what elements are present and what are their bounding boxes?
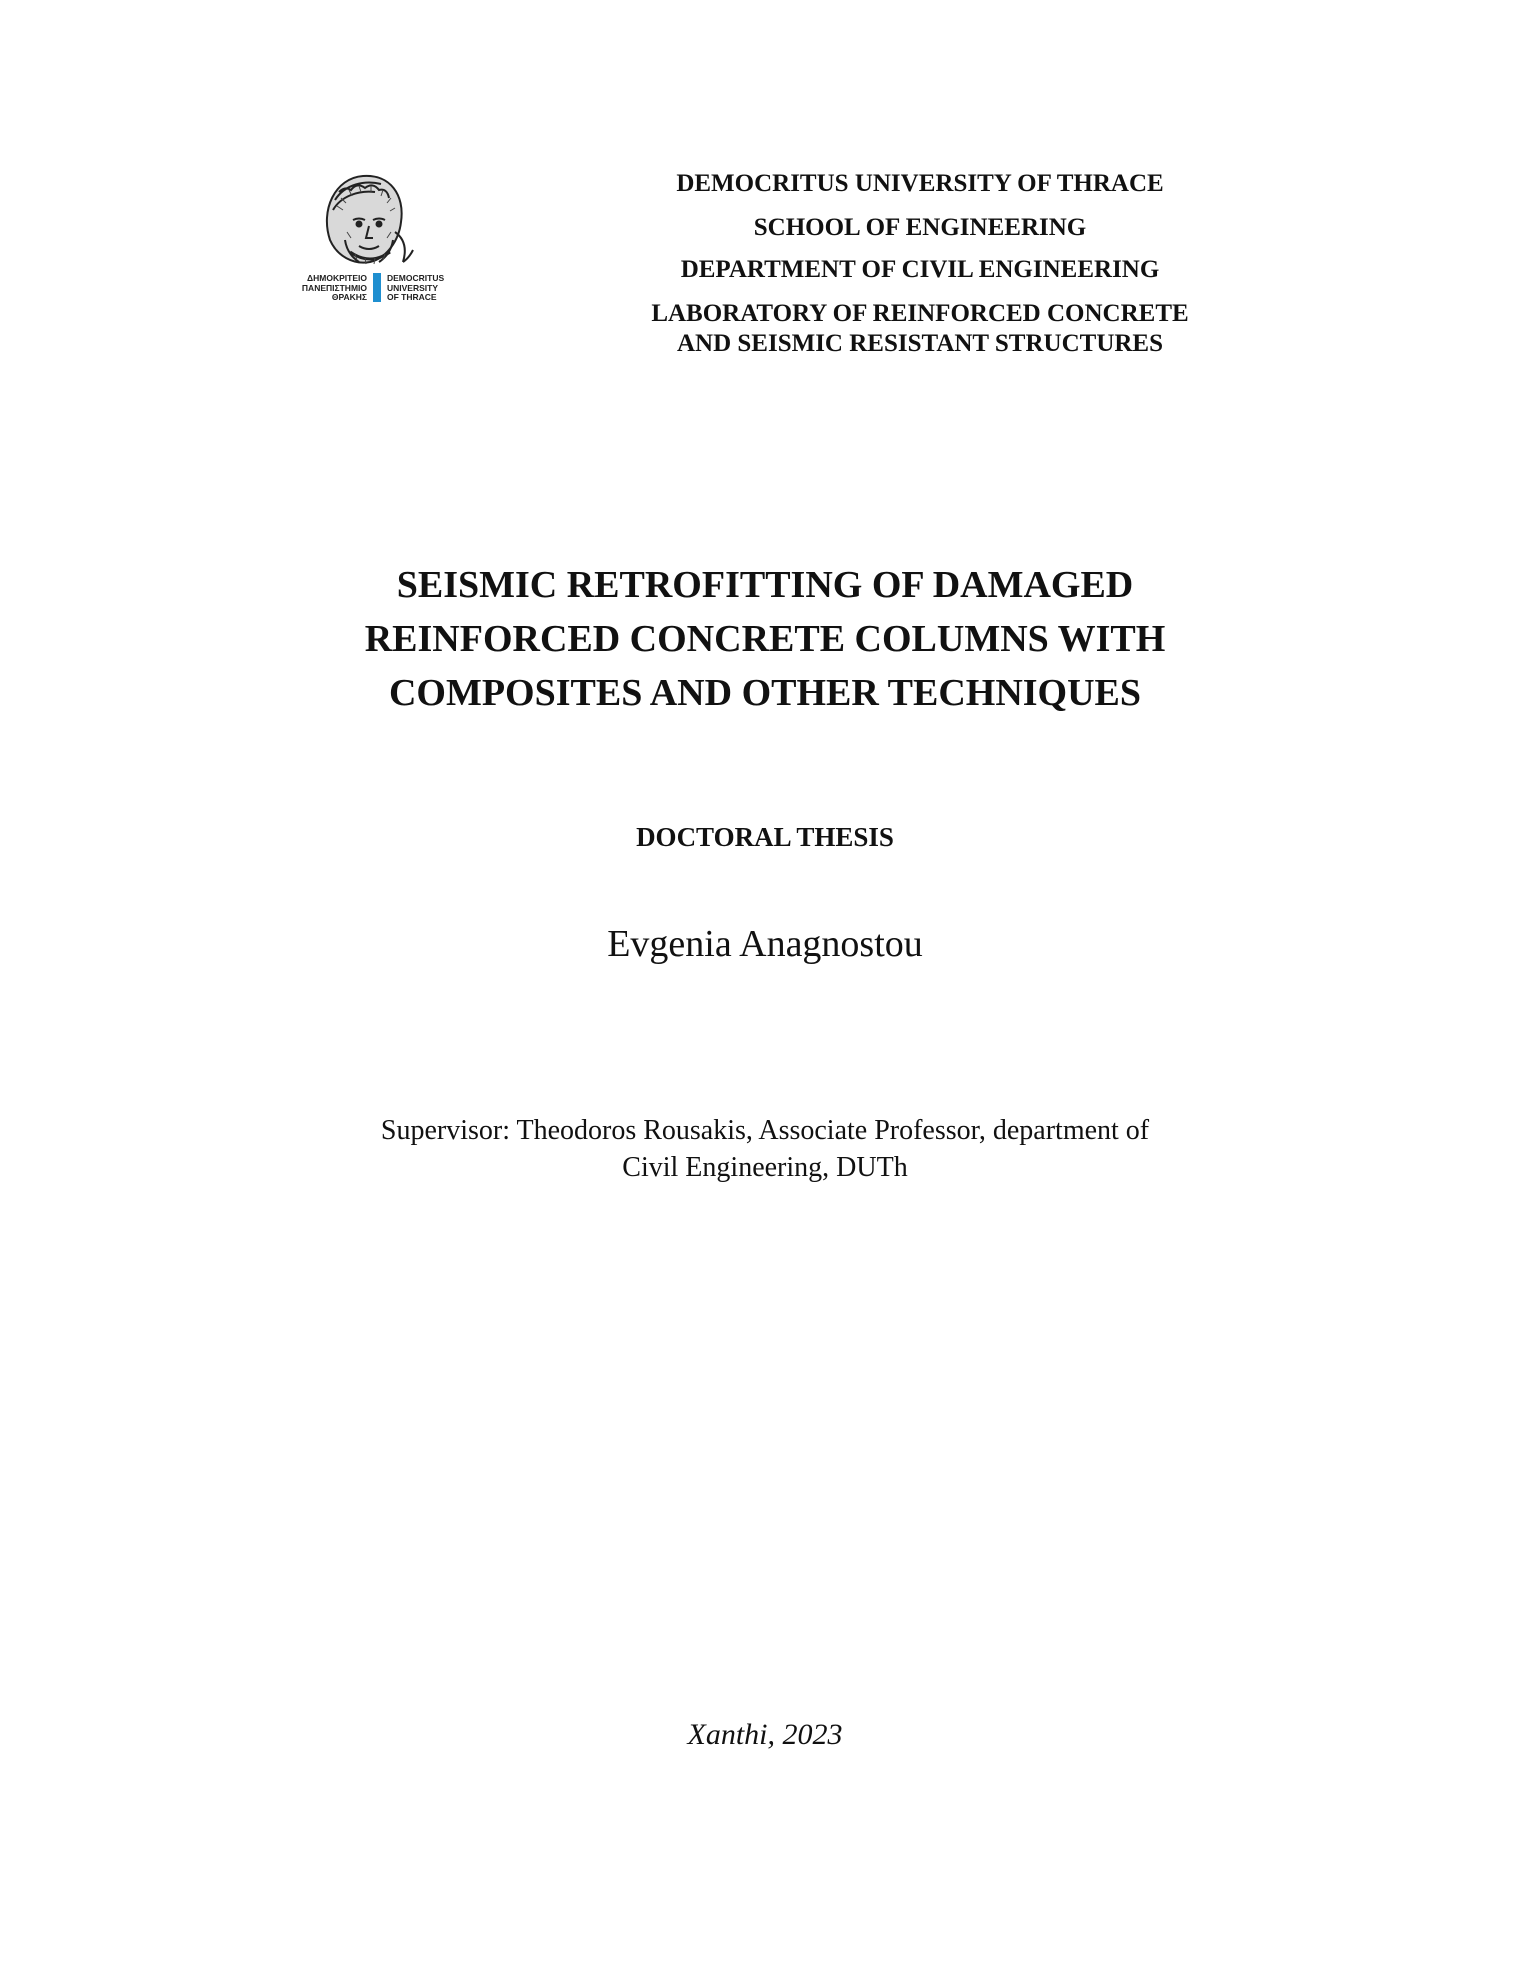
supervisor-line2: Civil Engineering, DUTh [622,1152,908,1183]
logo-accent-bar [373,273,381,302]
laboratory-name-line2: AND SEISMIC RESISTANT STRUCTURES [676,330,1164,357]
department-name: DEPARTMENT OF CIVIL ENGINEERING [680,256,1160,283]
democritus-portrait-icon [275,170,465,270]
title-line3: COMPOSITES AND OTHER TECHNIQUES [388,672,1142,714]
title-line1: SEISMIC RETROFITTING OF DAMAGED [396,564,1134,606]
logo-greek-text: ΔΗΜΟΚΡΙΤΕΙΟ ΠΑΝΕΠΙΣΤΗΜΙΟ ΘΡΑΚΗΣ [301,273,367,302]
logo-english-text: DEMOCRITUS UNIVERSITY OF THRACE [387,273,445,302]
thesis-title [215,558,1315,720]
school-name: SCHOOL OF ENGINEERING [753,214,1087,241]
institution-header [580,168,1260,360]
title-line2: REINFORCED CONCRETE COLUMNS WITH [364,618,1166,660]
university-name: DEMOCRITUS UNIVERSITY OF THRACE [676,170,1164,197]
document-type: DOCTORAL THESIS [636,822,894,852]
supervisor-line1: Supervisor: Theodoros Rousakis, Associate Professor, department of [380,1115,1150,1146]
author-name: Evgenia Anagnostou [607,923,923,965]
laboratory-name-line1: LABORATORY OF REINFORCED CONCRETE [651,300,1189,327]
university-logo [275,170,465,320]
place-date: Xanthi, 2023 [687,1718,843,1751]
supervisor-info [215,1112,1315,1186]
